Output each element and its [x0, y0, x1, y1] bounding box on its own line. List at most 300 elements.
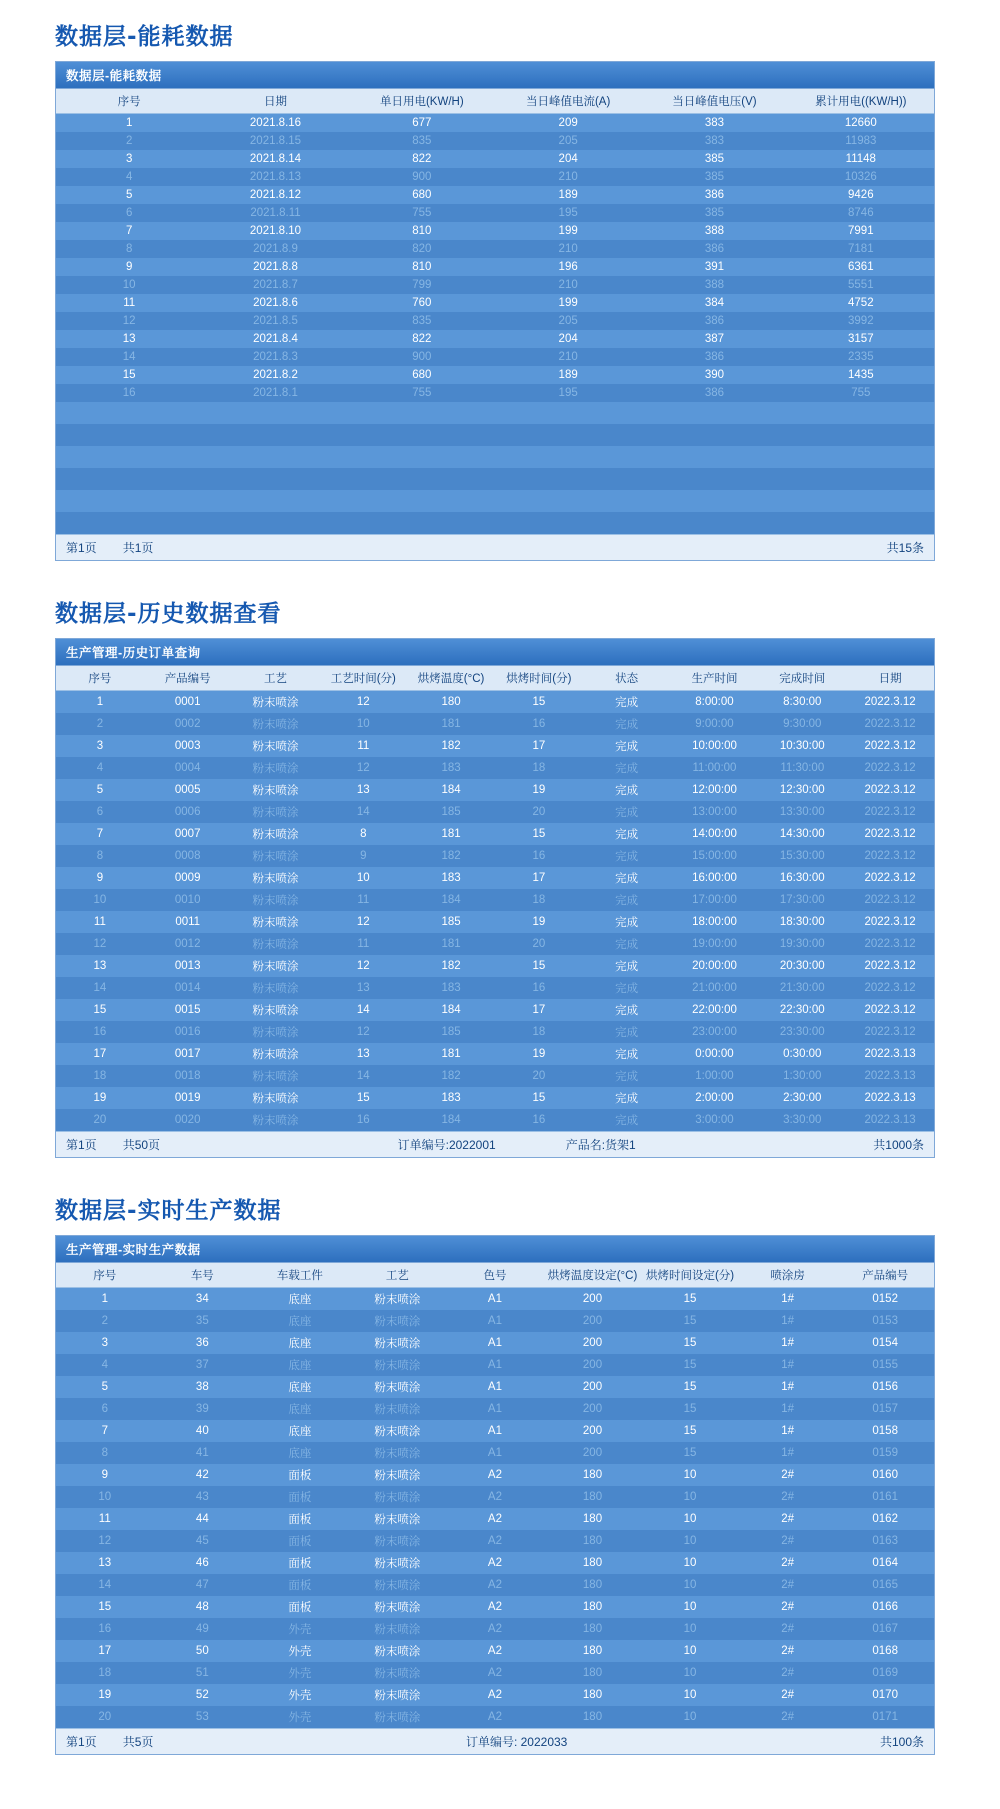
table-cell: 204: [495, 150, 641, 168]
table-cell: 11: [319, 933, 407, 955]
table-row[interactable]: [56, 168, 934, 186]
table-row[interactable]: [56, 735, 934, 757]
table-row[interactable]: [56, 955, 934, 977]
table-cell: 182: [407, 845, 495, 867]
table-cell: 0018: [144, 1065, 232, 1087]
table-cell-empty: [495, 424, 641, 446]
column-header[interactable]: 色号: [446, 1263, 544, 1288]
table-cell: 45: [154, 1530, 252, 1552]
data-panel: [55, 1235, 935, 1755]
table-cell: 209: [495, 114, 641, 133]
table-cell: 20: [495, 801, 583, 823]
table-cell: 0164: [836, 1552, 934, 1574]
table-row[interactable]: [56, 933, 934, 955]
table-cell: 822: [349, 330, 495, 348]
table-row[interactable]: [56, 977, 934, 999]
table-row[interactable]: [56, 713, 934, 735]
column-header[interactable]: 单日用电(KW/H): [349, 89, 495, 114]
total-records-label: 共15条: [886, 541, 924, 555]
column-header[interactable]: 序号: [56, 1263, 154, 1288]
table-row[interactable]: [56, 867, 934, 889]
table-row-empty: [56, 468, 934, 490]
table-cell: 19: [495, 779, 583, 801]
column-header[interactable]: 喷涂房: [739, 1263, 837, 1288]
column-header[interactable]: 序号: [56, 89, 202, 114]
table-cell: 完成: [583, 889, 671, 911]
column-header[interactable]: 工艺: [232, 666, 320, 691]
table-cell: 9: [56, 258, 202, 276]
table-cell: 46: [154, 1552, 252, 1574]
table-row[interactable]: [56, 801, 934, 823]
table-cell: 12: [56, 1530, 154, 1552]
table-cell: 40: [154, 1420, 252, 1442]
table-cell: 15: [56, 366, 202, 384]
table-cell: 180: [544, 1574, 642, 1596]
table-row[interactable]: [56, 1640, 934, 1662]
table-cell: 15:00:00: [671, 845, 759, 867]
table-cell-empty: [202, 490, 348, 512]
table-cell: 粉末喷涂: [349, 1288, 447, 1311]
table-cell: 10: [641, 1596, 739, 1618]
table-row[interactable]: [56, 1508, 934, 1530]
table-cell-empty: [202, 512, 348, 534]
table-row[interactable]: [56, 1464, 934, 1486]
table-cell: 386: [641, 348, 787, 366]
table-cell: 完成: [583, 845, 671, 867]
table-cell: A1: [446, 1420, 544, 1442]
table-cell: 677: [349, 114, 495, 133]
table-cell: 2: [56, 132, 202, 150]
table-row[interactable]: [56, 1574, 934, 1596]
table-cell: 粉末喷涂: [349, 1332, 447, 1354]
table-cell-empty: [56, 468, 202, 490]
table-cell: 4: [56, 1354, 154, 1376]
table-cell: 面板: [251, 1574, 349, 1596]
table-cell: 粉末喷涂: [232, 999, 320, 1021]
table-cell: 1: [56, 691, 144, 714]
table-cell: 185: [407, 801, 495, 823]
table-row[interactable]: [56, 294, 934, 312]
table-cell-empty: [202, 446, 348, 468]
table-row[interactable]: [56, 1530, 934, 1552]
table-cell: 13:30:00: [758, 801, 846, 823]
table-cell: 15: [641, 1288, 739, 1311]
column-header[interactable]: 当日峰值电流(A): [495, 89, 641, 114]
table-cell-empty: [641, 424, 787, 446]
table-cell: 13: [56, 330, 202, 348]
table-cell: 面板: [251, 1530, 349, 1552]
table-cell-empty: [495, 446, 641, 468]
table-cell: 0159: [836, 1442, 934, 1464]
table-row[interactable]: [56, 911, 934, 933]
table-cell: 182: [407, 1065, 495, 1087]
table-cell: 粉末喷涂: [349, 1618, 447, 1640]
table-cell: 完成: [583, 757, 671, 779]
table-cell: 外壳: [251, 1706, 349, 1728]
column-header[interactable]: 车载工件: [251, 1263, 349, 1288]
table-cell: 7: [56, 222, 202, 240]
table-cell: A2: [446, 1662, 544, 1684]
table-cell: 13: [319, 977, 407, 999]
table-cell: 810: [349, 222, 495, 240]
table-row[interactable]: [56, 1552, 934, 1574]
table-cell: 11: [56, 1508, 154, 1530]
table-cell: 0008: [144, 845, 232, 867]
table-row[interactable]: [56, 240, 934, 258]
table-row[interactable]: [56, 132, 934, 150]
table-cell: 0016: [144, 1021, 232, 1043]
table-cell: 粉末喷涂: [349, 1662, 447, 1684]
table-row[interactable]: [56, 150, 934, 168]
table-row[interactable]: [56, 889, 934, 911]
table-cell: 外壳: [251, 1640, 349, 1662]
table-row[interactable]: [56, 186, 934, 204]
table-cell: 1#: [739, 1442, 837, 1464]
column-header[interactable]: 当日峰值电压(V): [641, 89, 787, 114]
table-cell: 11148: [788, 150, 934, 168]
table-cell: 22:30:00: [758, 999, 846, 1021]
table-cell: 0153: [836, 1310, 934, 1332]
table-cell: 15: [641, 1442, 739, 1464]
table-cell: A2: [446, 1640, 544, 1662]
table-cell: 3: [56, 1332, 154, 1354]
table-cell: 3:30:00: [758, 1109, 846, 1131]
table-cell: 2022.3.12: [846, 933, 934, 955]
column-header[interactable]: 累计用电((KW/H)): [788, 89, 934, 114]
table-row[interactable]: [56, 1332, 934, 1354]
column-header[interactable]: 日期: [202, 89, 348, 114]
table-cell: 0011: [144, 911, 232, 933]
table-cell: 11: [319, 735, 407, 757]
table-row[interactable]: [56, 1596, 934, 1618]
table-cell: 34: [154, 1288, 252, 1311]
table-cell: 10:30:00: [758, 735, 846, 757]
report-section: [55, 595, 935, 1158]
table-cell: 粉末喷涂: [349, 1464, 447, 1486]
table-cell: 2335: [788, 348, 934, 366]
table-cell: 12: [56, 933, 144, 955]
table-cell: 15:30:00: [758, 845, 846, 867]
table-cell: 900: [349, 168, 495, 186]
table-row[interactable]: [56, 258, 934, 276]
current-page-label: 第1页: [66, 541, 97, 555]
sections-container: [0, 18, 1000, 1755]
table-cell: 7181: [788, 240, 934, 258]
column-header[interactable]: 烘烤温度设定(°C): [544, 1263, 642, 1288]
column-header[interactable]: 烘烤时间设定(分): [641, 1263, 739, 1288]
table-cell: 1#: [739, 1310, 837, 1332]
table-cell: 0170: [836, 1684, 934, 1706]
table-cell: 2:00:00: [671, 1087, 759, 1109]
table-cell: 0:00:00: [671, 1043, 759, 1065]
table-cell: 粉末喷涂: [232, 823, 320, 845]
table-row[interactable]: [56, 1109, 934, 1131]
total-records-label: 共1000条: [873, 1138, 924, 1152]
table-cell: 2022.3.12: [846, 757, 934, 779]
table-cell: 2022.3.13: [846, 1043, 934, 1065]
table-cell: 0161: [836, 1486, 934, 1508]
table-cell: 184: [407, 779, 495, 801]
table-cell: 9: [319, 845, 407, 867]
table-cell: 完成: [583, 713, 671, 735]
table-cell-empty: [788, 468, 934, 490]
table-cell: 2022.3.13: [846, 1087, 934, 1109]
table-row[interactable]: [56, 1618, 934, 1640]
table-cell: 2022.3.12: [846, 955, 934, 977]
table-cell: 388: [641, 222, 787, 240]
table-cell: 完成: [583, 977, 671, 999]
table-cell: 0019: [144, 1087, 232, 1109]
table-cell: 底座: [251, 1354, 349, 1376]
table-cell: 19: [495, 911, 583, 933]
table-row[interactable]: [56, 1288, 934, 1311]
table-row[interactable]: [56, 1420, 934, 1442]
table-cell: 14: [319, 999, 407, 1021]
table-cell: 粉末喷涂: [232, 1021, 320, 1043]
table-cell-empty: [56, 424, 202, 446]
table-cell: 8:00:00: [671, 691, 759, 714]
table-row[interactable]: [56, 1065, 934, 1087]
data-table: [56, 1263, 934, 1728]
table-cell: 10: [56, 276, 202, 294]
table-cell: 391: [641, 258, 787, 276]
table-row[interactable]: [56, 1662, 934, 1684]
table-cell: 184: [407, 1109, 495, 1131]
table-row[interactable]: [56, 1354, 934, 1376]
table-cell: 2022.3.12: [846, 867, 934, 889]
table-row[interactable]: [56, 999, 934, 1021]
table-cell: 386: [641, 312, 787, 330]
table-cell: 8: [56, 845, 144, 867]
table-cell: 面板: [251, 1464, 349, 1486]
table-cell: 0169: [836, 1662, 934, 1684]
table-row[interactable]: [56, 1442, 934, 1464]
table-row[interactable]: [56, 779, 934, 801]
table-cell: 200: [544, 1398, 642, 1420]
table-footer: [56, 534, 934, 560]
table-cell: 2021.8.11: [202, 204, 348, 222]
table-row-empty: [56, 490, 934, 512]
table-cell: 粉末喷涂: [349, 1530, 447, 1552]
table-cell: 184: [407, 889, 495, 911]
table-row[interactable]: [56, 757, 934, 779]
table-cell: 粉末喷涂: [232, 757, 320, 779]
table-row[interactable]: [56, 312, 934, 330]
table-row[interactable]: [56, 1398, 934, 1420]
column-header[interactable]: 完成时间: [758, 666, 846, 691]
table-cell: 199: [495, 294, 641, 312]
table-row[interactable]: [56, 1706, 934, 1728]
current-page-label: 第1页: [66, 1138, 97, 1152]
table-cell: 200: [544, 1354, 642, 1376]
table-cell: 0017: [144, 1043, 232, 1065]
column-header[interactable]: 车号: [154, 1263, 252, 1288]
table-cell: A2: [446, 1464, 544, 1486]
table-cell: 15: [56, 1596, 154, 1618]
table-cell: 200: [544, 1310, 642, 1332]
table-row[interactable]: [56, 1021, 934, 1043]
table-cell: 4: [56, 757, 144, 779]
table-cell: 10: [319, 713, 407, 735]
table-cell: 粉末喷涂: [349, 1640, 447, 1662]
table-row[interactable]: [56, 691, 934, 714]
table-cell: 粉末喷涂: [349, 1574, 447, 1596]
table-row-empty: [56, 512, 934, 534]
table-cell: 10: [641, 1530, 739, 1552]
table-cell: 13: [319, 1043, 407, 1065]
total-pages-label: 共5页: [122, 1735, 154, 1749]
table-cell: 0015: [144, 999, 232, 1021]
table-cell: 205: [495, 132, 641, 150]
column-header[interactable]: 产品编号: [836, 1263, 934, 1288]
table-cell: 183: [407, 977, 495, 999]
table-cell: 1:30:00: [758, 1065, 846, 1087]
table-row[interactable]: [56, 1087, 934, 1109]
table-cell: 2#: [739, 1662, 837, 1684]
table-cell: 180: [544, 1596, 642, 1618]
table-cell: 10: [641, 1662, 739, 1684]
table-cell: 完成: [583, 801, 671, 823]
table-cell: 8: [319, 823, 407, 845]
table-row[interactable]: [56, 823, 934, 845]
table-cell: A1: [446, 1376, 544, 1398]
table-cell: 11: [56, 294, 202, 312]
table-cell: 755: [788, 384, 934, 402]
table-cell: 14:00:00: [671, 823, 759, 845]
table-cell: 0009: [144, 867, 232, 889]
table-cell: 17: [495, 999, 583, 1021]
table-cell: 180: [544, 1508, 642, 1530]
table-row[interactable]: [56, 222, 934, 240]
table-cell: 822: [349, 150, 495, 168]
table-cell: 12: [56, 312, 202, 330]
table-row[interactable]: [56, 1376, 934, 1398]
table-cell: 180: [544, 1486, 642, 1508]
table-cell: 5: [56, 186, 202, 204]
table-cell: 384: [641, 294, 787, 312]
column-header[interactable]: 日期: [846, 666, 934, 691]
table-cell: A2: [446, 1530, 544, 1552]
report-section: [55, 18, 935, 561]
table-cell: 15: [641, 1398, 739, 1420]
table-cell: 23:30:00: [758, 1021, 846, 1043]
table-row[interactable]: [56, 1486, 934, 1508]
table-cell-empty: [349, 402, 495, 424]
table-row[interactable]: [56, 845, 934, 867]
table-cell: 200: [544, 1376, 642, 1398]
table-cell: 21:30:00: [758, 977, 846, 999]
table-cell-empty: [495, 512, 641, 534]
table-cell: 底座: [251, 1288, 349, 1311]
table-footer: [56, 1728, 934, 1754]
table-row[interactable]: [56, 1043, 934, 1065]
data-table: [56, 89, 934, 534]
table-cell: 1435: [788, 366, 934, 384]
table-cell: 2#: [739, 1464, 837, 1486]
table-cell: 181: [407, 713, 495, 735]
table-cell: 12: [319, 955, 407, 977]
column-header[interactable]: 烘烤时间(分): [495, 666, 583, 691]
table-cell: 17: [56, 1043, 144, 1065]
table-cell: 18:30:00: [758, 911, 846, 933]
total-pages-label: 共50页: [122, 1138, 161, 1152]
table-row[interactable]: [56, 1310, 934, 1332]
table-row[interactable]: [56, 348, 934, 366]
table-cell: 10326: [788, 168, 934, 186]
table-cell: 11:00:00: [671, 757, 759, 779]
table-row[interactable]: [56, 114, 934, 133]
table-cell: 2021.8.7: [202, 276, 348, 294]
column-header[interactable]: 烘烤温度(°C): [407, 666, 495, 691]
table-cell: 4752: [788, 294, 934, 312]
table-cell: 385: [641, 150, 787, 168]
table-cell: 2: [56, 1310, 154, 1332]
table-cell: 16: [56, 1021, 144, 1043]
table-cell: 粉末喷涂: [232, 691, 320, 714]
table-cell: 10: [56, 889, 144, 911]
table-cell: 底座: [251, 1376, 349, 1398]
table-cell: 底座: [251, 1310, 349, 1332]
table-cell: 2022.3.12: [846, 911, 934, 933]
table-row[interactable]: [56, 204, 934, 222]
table-cell: 47: [154, 1574, 252, 1596]
table-row[interactable]: [56, 366, 934, 384]
table-cell: 10: [641, 1618, 739, 1640]
table-cell: 3157: [788, 330, 934, 348]
table-cell: 386: [641, 384, 787, 402]
table-cell: 2021.8.14: [202, 150, 348, 168]
table-cell: 完成: [583, 1021, 671, 1043]
column-header[interactable]: 状态: [583, 666, 671, 691]
table-cell: 粉末喷涂: [349, 1596, 447, 1618]
table-cell: 粉末喷涂: [349, 1442, 447, 1464]
table-row[interactable]: [56, 276, 934, 294]
column-header[interactable]: 序号: [56, 666, 144, 691]
table-cell: A2: [446, 1486, 544, 1508]
table-cell-empty: [349, 424, 495, 446]
table-cell: 0152: [836, 1288, 934, 1311]
column-header[interactable]: 产品编号: [144, 666, 232, 691]
table-cell: 835: [349, 132, 495, 150]
table-cell: 2#: [739, 1684, 837, 1706]
table-cell: 0:30:00: [758, 1043, 846, 1065]
table-cell: 0012: [144, 933, 232, 955]
table-cell: 0005: [144, 779, 232, 801]
table-cell: 2021.8.12: [202, 186, 348, 204]
table-cell: 200: [544, 1442, 642, 1464]
table-cell: 完成: [583, 933, 671, 955]
table-cell: 12: [319, 691, 407, 714]
table-cell-empty: [788, 402, 934, 424]
table-cell: 19:00:00: [671, 933, 759, 955]
table-cell: 182: [407, 955, 495, 977]
table-row[interactable]: [56, 1684, 934, 1706]
table-cell: 180: [544, 1640, 642, 1662]
table-cell: 0171: [836, 1706, 934, 1728]
table-cell: 2022.3.12: [846, 845, 934, 867]
table-row[interactable]: [56, 330, 934, 348]
table-cell: 9:30:00: [758, 713, 846, 735]
column-header[interactable]: 工艺: [349, 1263, 447, 1288]
table-cell: 完成: [583, 867, 671, 889]
column-header[interactable]: 工艺时间(分): [319, 666, 407, 691]
table-cell: 15: [641, 1420, 739, 1442]
table-cell: 0020: [144, 1109, 232, 1131]
table-cell: A1: [446, 1332, 544, 1354]
column-header[interactable]: 生产时间: [671, 666, 759, 691]
table-cell: 3: [56, 150, 202, 168]
table-row[interactable]: [56, 384, 934, 402]
